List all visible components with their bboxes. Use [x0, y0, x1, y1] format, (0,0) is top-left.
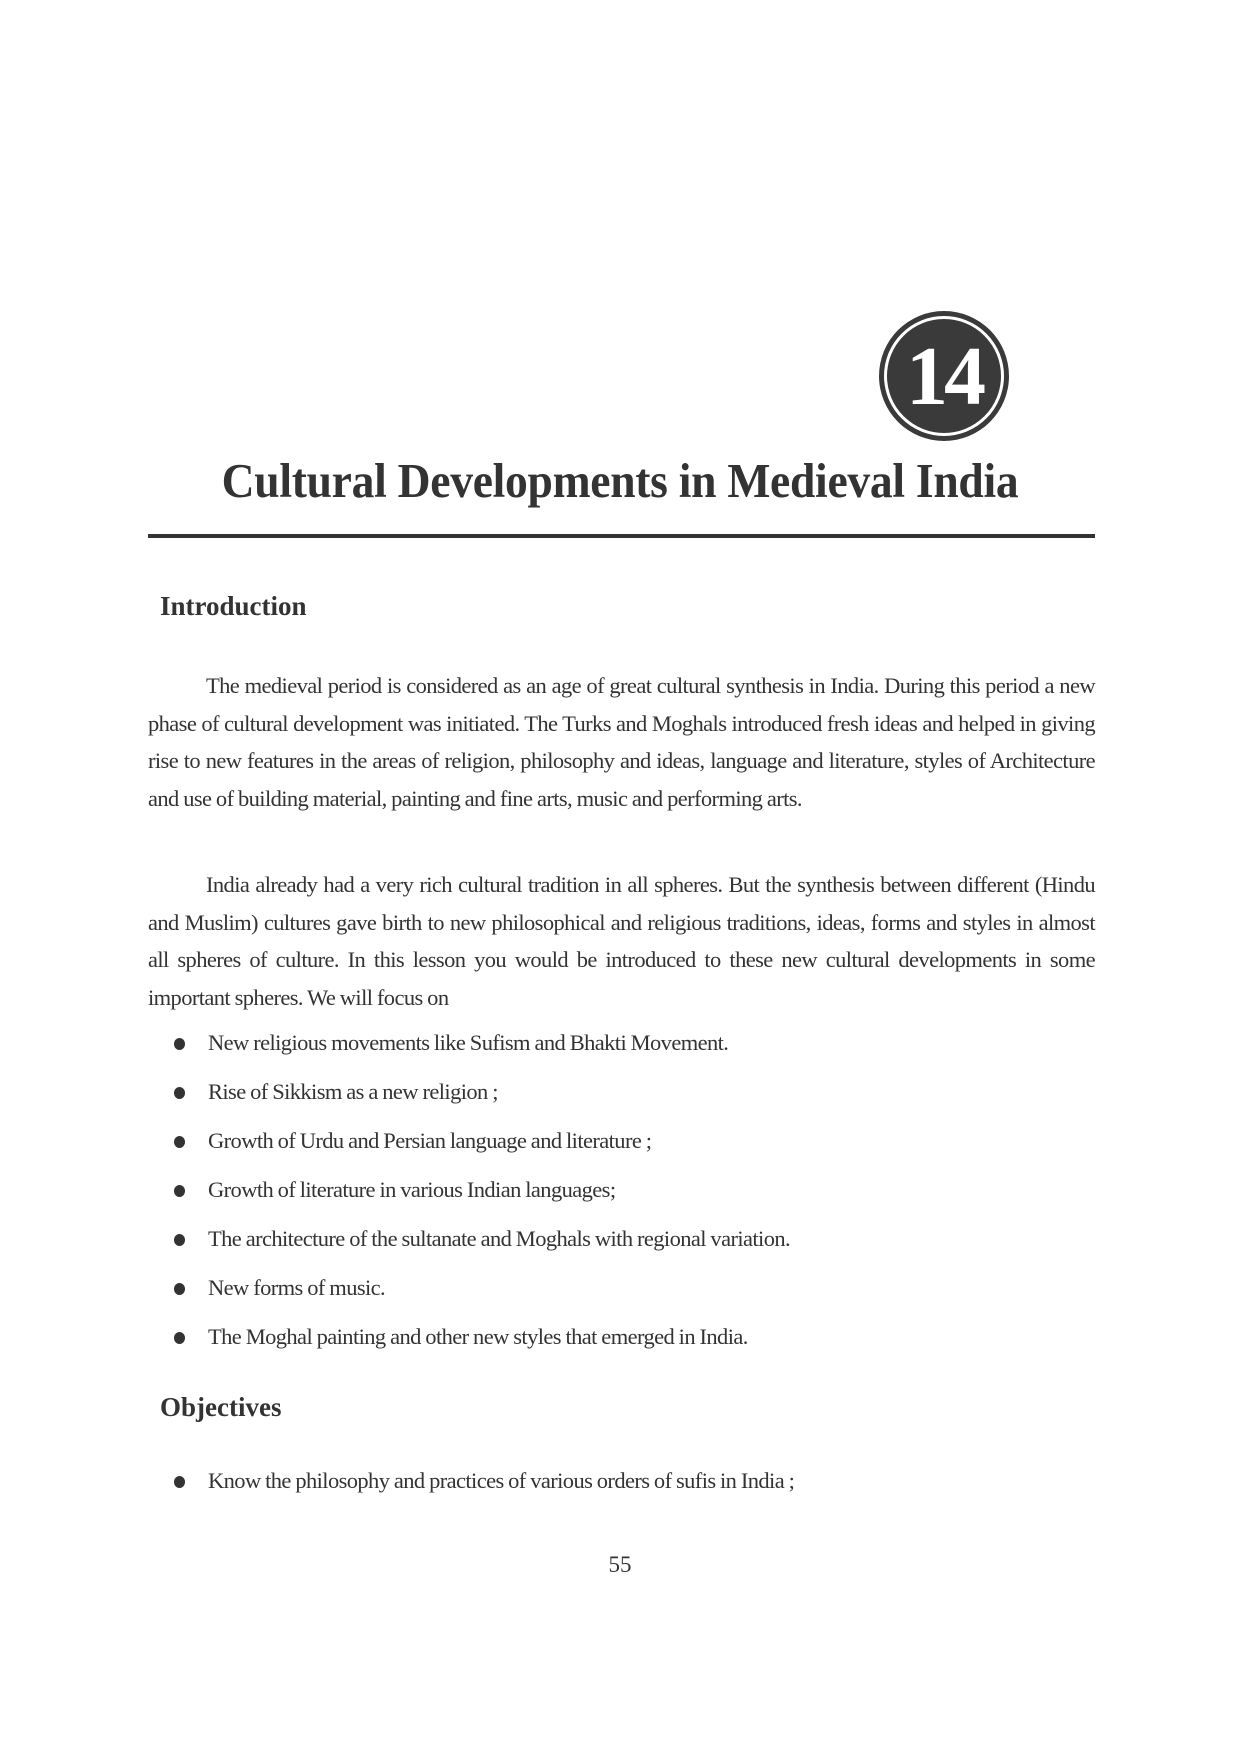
- list-item-text: Growth of Urdu and Persian language and literature ;: [208, 1128, 652, 1153]
- bullet-icon: [174, 1332, 185, 1344]
- list-item-text: New religious movements like Sufism and Bhakti Movement.: [208, 1030, 729, 1055]
- list-item: [148, 1175, 790, 1224]
- list-item-text: The architecture of the sultanate and Moghals with regional variation.: [208, 1226, 791, 1251]
- list-item: [148, 1466, 794, 1515]
- list-item: [148, 1077, 790, 1126]
- bullet-icon: [174, 1038, 185, 1050]
- bullet-icon: [174, 1087, 185, 1099]
- focus-list: [148, 1028, 790, 1371]
- bullet-icon: [174, 1283, 185, 1295]
- objectives-list: [148, 1466, 794, 1515]
- bullet-icon: [174, 1234, 185, 1246]
- list-item: [148, 1126, 790, 1175]
- chapter-title: Cultural Developments in Medieval India: [221, 453, 1019, 508]
- list-item: [148, 1224, 790, 1273]
- list-item-text: Rise of Sikkism as a new religion ;: [208, 1079, 498, 1104]
- bullet-icon: [174, 1185, 185, 1197]
- page-number: 55: [608, 1552, 632, 1577]
- list-item: [148, 1322, 790, 1371]
- list-item: [148, 1273, 790, 1322]
- bullet-icon: [174, 1476, 185, 1488]
- chapter-number-badge: [879, 311, 1009, 441]
- list-item-text: New forms of music.: [208, 1275, 386, 1300]
- intro-paragraph-1: The medieval period is considered as an age of great cultural synthesis in India. During this period a new phase of cultural development was initiated. The Turks and Moghals introduced fresh ideas and helped in giving rise to new features in the areas of religion, philosophy and ideas, language and literature, styles of Architecture and use of building material, painting and fine arts, music and performing arts.: [148, 673, 1095, 811]
- list-item-text: Growth of literature in various Indian languages;: [208, 1177, 616, 1202]
- list-item-text: Know the philosophy and practices of various orders of sufis in India ;: [208, 1468, 795, 1493]
- list-item-text: The Moghal painting and other new styles that emerged in India.: [208, 1324, 748, 1349]
- title-divider: [148, 534, 1095, 538]
- intro-paragraph-2: India already had a very rich cultural tradition in all spheres. But the synthesis between different (Hindu and Muslim) cultures gave birth to new philosophical and religious traditions, ideas, forms and styles in almost all spheres of culture. In this lesson you would be introduced to these new cultural developments in some important spheres. We will focus on: [148, 872, 1095, 1010]
- bullet-icon: [174, 1136, 185, 1148]
- chapter-number: 14: [906, 330, 982, 423]
- list-item: [148, 1028, 790, 1077]
- objectives-heading: Objectives: [160, 1392, 282, 1422]
- introduction-heading: Introduction: [160, 591, 307, 621]
